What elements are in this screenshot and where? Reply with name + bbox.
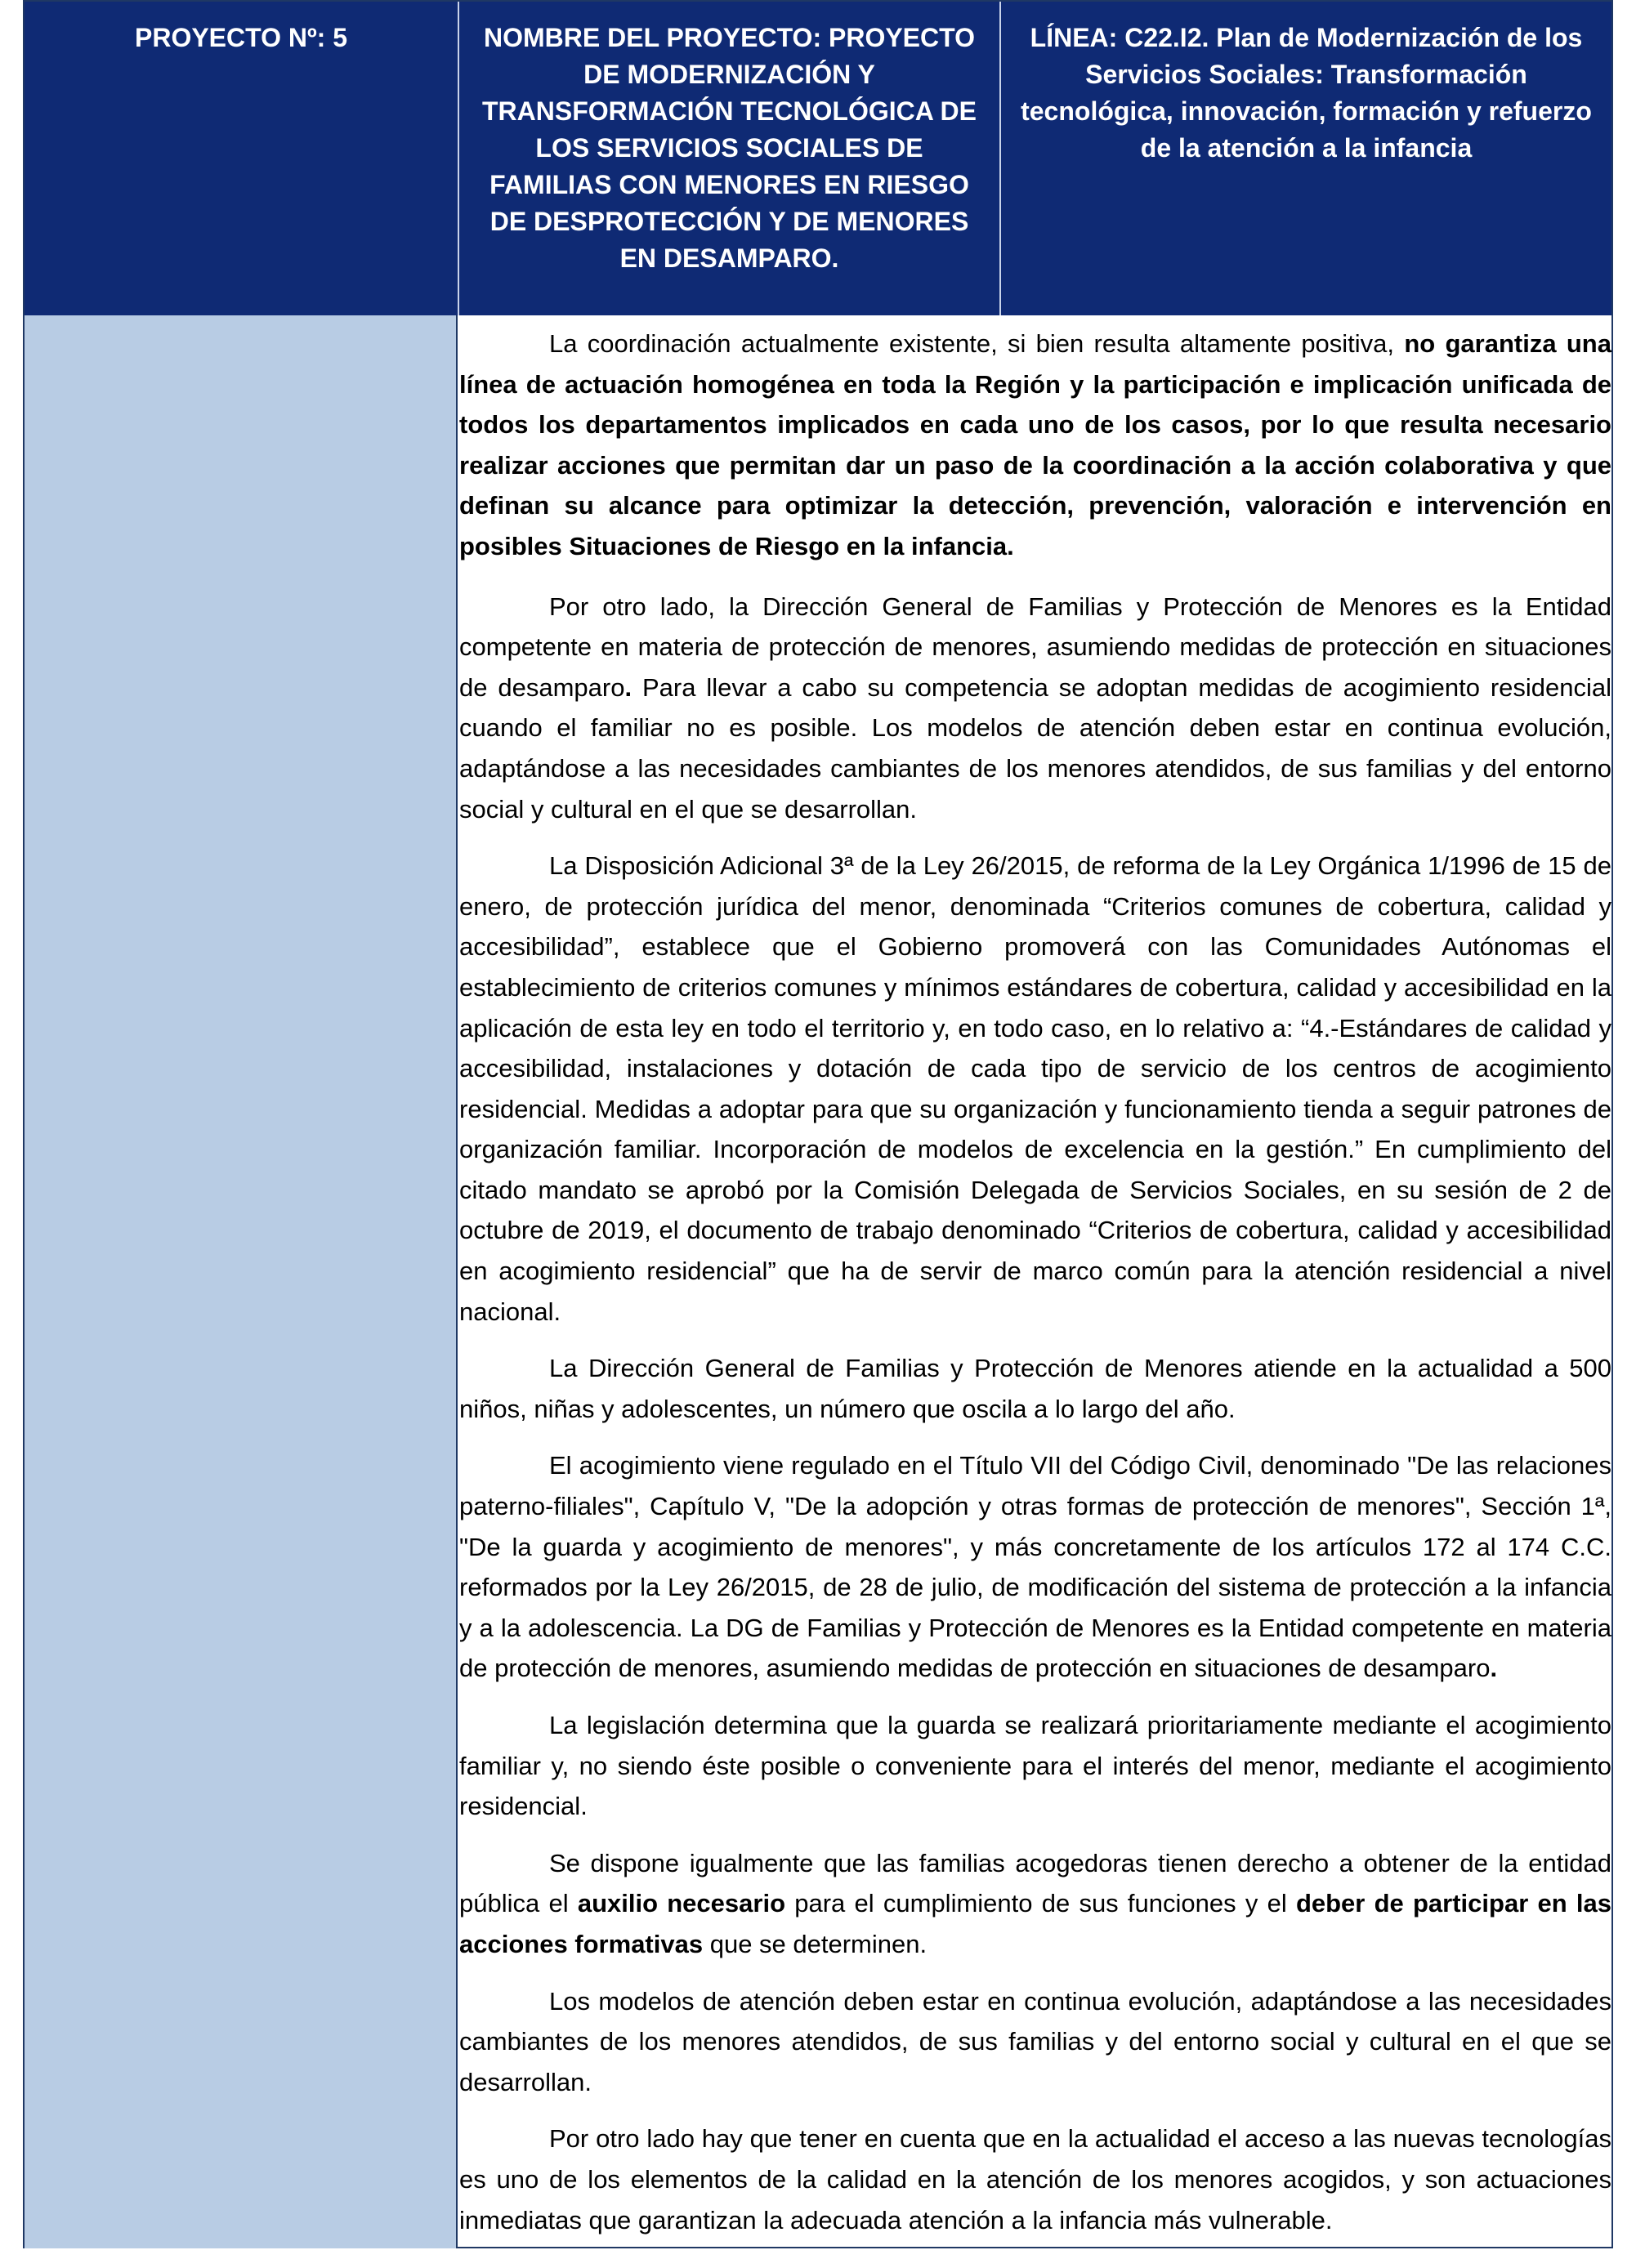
- paragraph-legislacion: La legislación determina que la guarda se realizará prioritariamente mediante el acogimiento familiar y, no siendo éste posible o conveniente para el interés del menor, mediante el acogimiento residencial.: [459, 1711, 1611, 1821]
- paragraph-atiende: La Dirección General de Familias y Protección de Menores atiende en la actualidad a 500 niños, niñas y adolescentes, un número que oscila a lo largo del año.: [459, 1354, 1611, 1423]
- sidebar-column: [25, 315, 458, 2248]
- paragraph-acogimiento-regulado: El acogimiento viene regulado en el Título VII del Código Civil, denominado "De las relaciones paterno-filiales", Capítulo V, "De la adopción y otras formas de protección de menores", Sección 1ª, "De la guarda y acogimiento de menores", y más concretamente de los artículos 172 al 174 C.C. reformados por la Ley 26/2015, de 28 de julio, de modificación del sistema de protección a la infancia y a la adolescencia. La DG de Familias y Protección de Menores es la Entidad competente en materia de protección de menores, asumiendo medidas de protección en situaciones de desamparo.: [459, 1451, 1611, 1683]
- content-column: [459, 315, 1611, 2248]
- table-header: [25, 2, 1611, 315]
- bold-text: no garantiza una línea de actuación homogénea en toda la Región y la participación e implicación unificada de todos los departamentos implicados en cada uno de los casos, por lo que resulta necesario realizar acciones que permitan dar un paso de la coordinación a la acción colaborativa y que definan su alcance para optimizar la detección, prevención, valoración e intervención en posibles Situaciones de Riesgo en la infancia.: [459, 329, 1611, 560]
- project-name: NOMBRE DEL PROYECTO: PROYECTO DE MODERNIZACIÓN Y TRANSFORMACIÓN TECNOLÓGICA DE LOS SERVICIOS SOCIALES DE FAMILIAS CON MENORES EN RIESGO DE DESPROTECCIÓN Y DE MENORES EN DESAMPARO.: [458, 2, 999, 315]
- paragraph-direccion-general: Por otro lado, la Dirección General de Familias y Protección de Menores es la Entidad competente en materia de protección de menores, asumiendo medidas de protección en situaciones de desamparo. Para llevar a cabo su competencia se adoptan medidas de acogimiento residencial cuando el familiar no es posible. Los modelos de atención deben estar en continua evolución, adaptándose a las necesidades cambiantes de los menores atendidos, de sus familias y del entorno social y cultural en el que se desarrollan.: [459, 592, 1612, 824]
- paragraph-coordination: La coordinación actualmente existente, si bien resulta altamente positiva, no garantiza una línea de actuación homogénea en toda la Región y la participación e implicación unificada de todos los departamentos implicados en cada uno de los casos, por lo que resulta necesario realizar acciones que permitan dar un paso de la coordinación a la acción colaborativa y que definan su alcance para optimizar la detección, prevención, valoración e intervención en posibles Situaciones de Riesgo en la infancia.: [459, 329, 1611, 560]
- paragraph-familias-acogedoras: Se dispone igualmente que las familias acogedoras tienen derecho a obtener de la entidad pública el auxilio necesario para el cumplimiento de sus funciones y el deber de participar en las acciones formativas que se determinen.: [459, 1848, 1611, 1958]
- paragraph-nuevas-tecnologias: Por otro lado hay que tener en cuenta que en la actualidad el acceso a las nuevas tecnologías es uno de los elementos de la calidad en la atención de los menores acogidos, y son actuaciones inmediatas que garantizan la adecuada atención a la infancia más vulnerable.: [459, 2124, 1611, 2235]
- project-table: [23, 0, 1613, 2248]
- paragraph-modelos-atencion: Los modelos de atención deben estar en continua evolución, adaptándose a las necesidades cambiantes de los menores atendidos, de sus familias y del entorno social y cultural en el que se desarrollan.: [459, 1986, 1611, 2096]
- paragraph-disposicion-adicional: La Disposición Adicional 3ª de la Ley 26/2015, de reforma de la Ley Orgánica 1/1996 de 15 de enero, de protección jurídica del menor, denominada “Criterios comunes de cobertura, calidad y accesibilidad”, establece que el Gobierno promoverá con las Comunidades Autónomas el establecimiento de criterios comunes y mínimos estándares de cobertura, calidad y accesibilidad en la aplicación de esta ley en todo el territorio y, en todo caso, en lo relativo a: “4.-Estándares de calidad y accesibilidad, instalaciones y dotación de cada tipo de servicio de los centros de acogimiento residencial. Medidas a adoptar para que su organización y funcionamiento tienda a seguir patrones de organización familiar. Incorporación de modelos de excelencia en la gestión.” En cumplimiento del citado mandato se aprobó por la Comisión Delegada de Servicios Sociales, en su sesión de 2 de octubre de 2019, el documento de trabajo denominado “Criterios de cobertura, calidad y accesibilidad en acogimiento residencial” que ha de servir de marco común para la atención residencial a nivel nacional.: [459, 851, 1611, 1326]
- project-line: LÍNEA: C22.I2. Plan de Modernización de los Servicios Sociales: Transformación tecnológica, innovación, formación y refuerzo de la atención a la infancia: [999, 2, 1611, 315]
- project-number: PROYECTO Nº: 5: [134, 23, 348, 52]
